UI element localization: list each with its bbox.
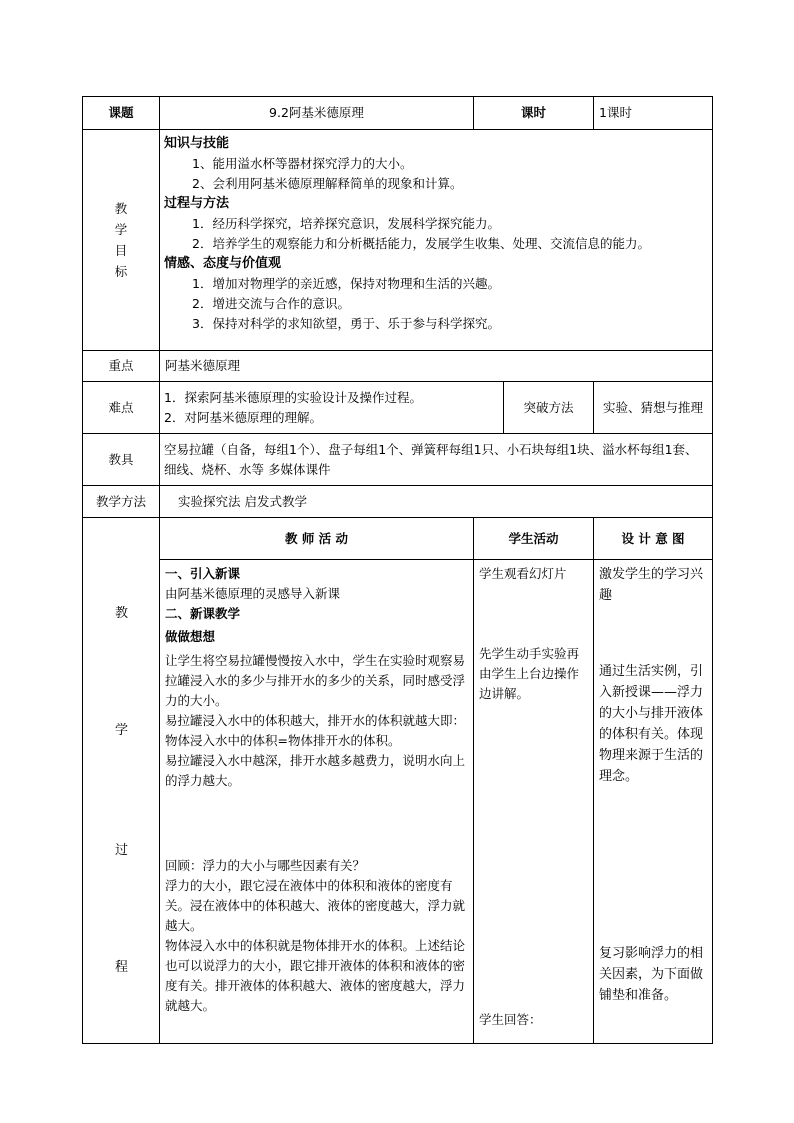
design-intent-cell <box>594 560 713 1044</box>
objective-item: 1、能用溢水杯等器材探究浮力的大小。 <box>192 156 413 171</box>
design-text: 通过生活实例，引入新授课——浮力的大小与排开液体的体积有关。体现物理来源于生活的理念。 <box>599 664 704 784</box>
section-title: 知识与技能 <box>164 136 230 151</box>
teacher-activity-header: 教 师 活 动 <box>160 518 474 560</box>
objectives-label-char: 标 <box>114 264 128 279</box>
teacher-activity-cell <box>160 560 474 1044</box>
teacher-text: 浮力的大小，跟它浸在液体中的体积和液体的密度有关。浸在液体中的体积越大、液体的密度越大，浮力就越大。 <box>165 878 466 933</box>
objective-item: 1．经历科学探究，培养探究意识，发展科学探究能力。 <box>192 216 500 231</box>
process-body-row <box>83 560 713 1044</box>
tools-row <box>83 434 713 486</box>
method-text: 实验探究法 启发式教学 <box>160 486 713 518</box>
teacher-text: 易拉罐浸入水中的体积越大，排开水的体积就越大即：物体浸入水中的体积=物体排开水的体积。 <box>165 713 466 748</box>
process-label <box>83 518 160 1044</box>
teacher-text: 易拉罐浸入水中越深，排开水越多越费力，说明水向上的浮力越大。 <box>165 753 466 788</box>
teacher-text: 由阿基米德原理的灵感导入新课 <box>165 586 341 601</box>
objectives-label <box>83 130 160 351</box>
method-label: 教学方法 <box>83 486 160 518</box>
difficulty-content <box>160 382 504 434</box>
objectives-row <box>83 130 713 351</box>
student-activity-cell <box>474 560 594 1044</box>
teacher-text: 回顾：浮力的大小与哪些因素有关？ <box>165 858 366 873</box>
breakthrough-label: 突破方法 <box>504 382 594 434</box>
objective-item: 1．增加对物理学的亲近感，保持对物理和生活的兴趣。 <box>192 276 500 291</box>
student-text: 先学生动手实验再由学生上台边操作边讲解。 <box>479 646 580 701</box>
student-activity-header: 学生活动 <box>474 518 594 560</box>
topic-label: 课题 <box>83 97 160 130</box>
section-heading: 做做想想 <box>165 629 216 644</box>
breakthrough-method: 实验、猜想与推理 <box>594 382 713 434</box>
objectives-content <box>160 130 713 351</box>
process-label-char: 程 <box>114 960 128 975</box>
objective-item: 3．保持对科学的求知欲望，勇于、乐于参与科学探究。 <box>192 316 500 331</box>
method-row <box>83 486 713 518</box>
objectives-label-char: 教 <box>114 201 128 216</box>
section-title: 过程与方法 <box>164 196 230 211</box>
teacher-text: 让学生将空易拉罐慢慢按入水中，学生在实验时观察易拉罐浸入水的多少与排开水的多少的关系，同时感受浮力的大小。 <box>165 653 466 708</box>
objectives-label-char: 学 <box>114 222 128 237</box>
lesson-plan-table <box>82 96 713 1044</box>
design-intent-header: 设 计 意 图 <box>594 518 713 560</box>
teacher-text: 物体浸入水中的体积就是物体排开水的体积。上述结论也可以说浮力的大小，跟它排开液体的体积和液体的密度有关。排开液体的体积越大、液体的密度越大，浮力就越大。 <box>165 938 466 1013</box>
section-title: 情感、态度与价值观 <box>164 256 282 271</box>
objective-item: 2．增进交流与合作的意识。 <box>192 296 350 311</box>
objective-item: 2．培养学生的观察能力和分析概括能力，发展学生收集、处理、交流信息的能力。 <box>192 236 650 251</box>
tools-label: 教具 <box>83 434 160 486</box>
topic-row <box>83 97 713 130</box>
key-point-text: 阿基米德原理 <box>160 351 713 382</box>
difficulty-row <box>83 382 713 434</box>
objectives-label-char: 目 <box>114 243 128 258</box>
design-text: 激发学生的学习兴趣 <box>599 567 704 603</box>
student-text: 学生观看幻灯片 <box>479 566 567 581</box>
topic-value: 9.2阿基米德原理 <box>160 97 474 130</box>
key-point-label: 重点 <box>83 351 160 382</box>
key-point-row <box>83 351 713 382</box>
tools-text: 空易拉罐（自备，每组1个）、盘子每组1个、弹簧秤每组1只、小石块每组1块、溢水杯每组1套、细线、烧杯、水等 多媒体课件 <box>160 434 713 486</box>
difficulty-label: 难点 <box>83 382 160 434</box>
section-heading: 一、引入新课 <box>165 566 241 581</box>
process-label-char: 学 <box>114 723 128 738</box>
student-text: 学生回答： <box>479 1012 542 1027</box>
period-label: 课时 <box>474 97 594 130</box>
difficulty-item: 2．对阿基米德原理的理解。 <box>164 409 322 425</box>
difficulty-item: 1．探索阿基米德原理的实验设计及操作过程。 <box>164 389 422 405</box>
period-value: 1课时 <box>594 97 713 130</box>
process-header-row <box>83 518 713 560</box>
process-label-char: 教 <box>114 606 128 621</box>
design-text: 复习影响浮力的相关因素，为下面做铺垫和准备。 <box>599 946 704 1003</box>
section-heading: 二、新课教学 <box>165 606 241 621</box>
process-label-char: 过 <box>114 843 128 858</box>
objective-item: 2、会利用阿基米德原理解释简单的现象和计算。 <box>192 176 463 191</box>
